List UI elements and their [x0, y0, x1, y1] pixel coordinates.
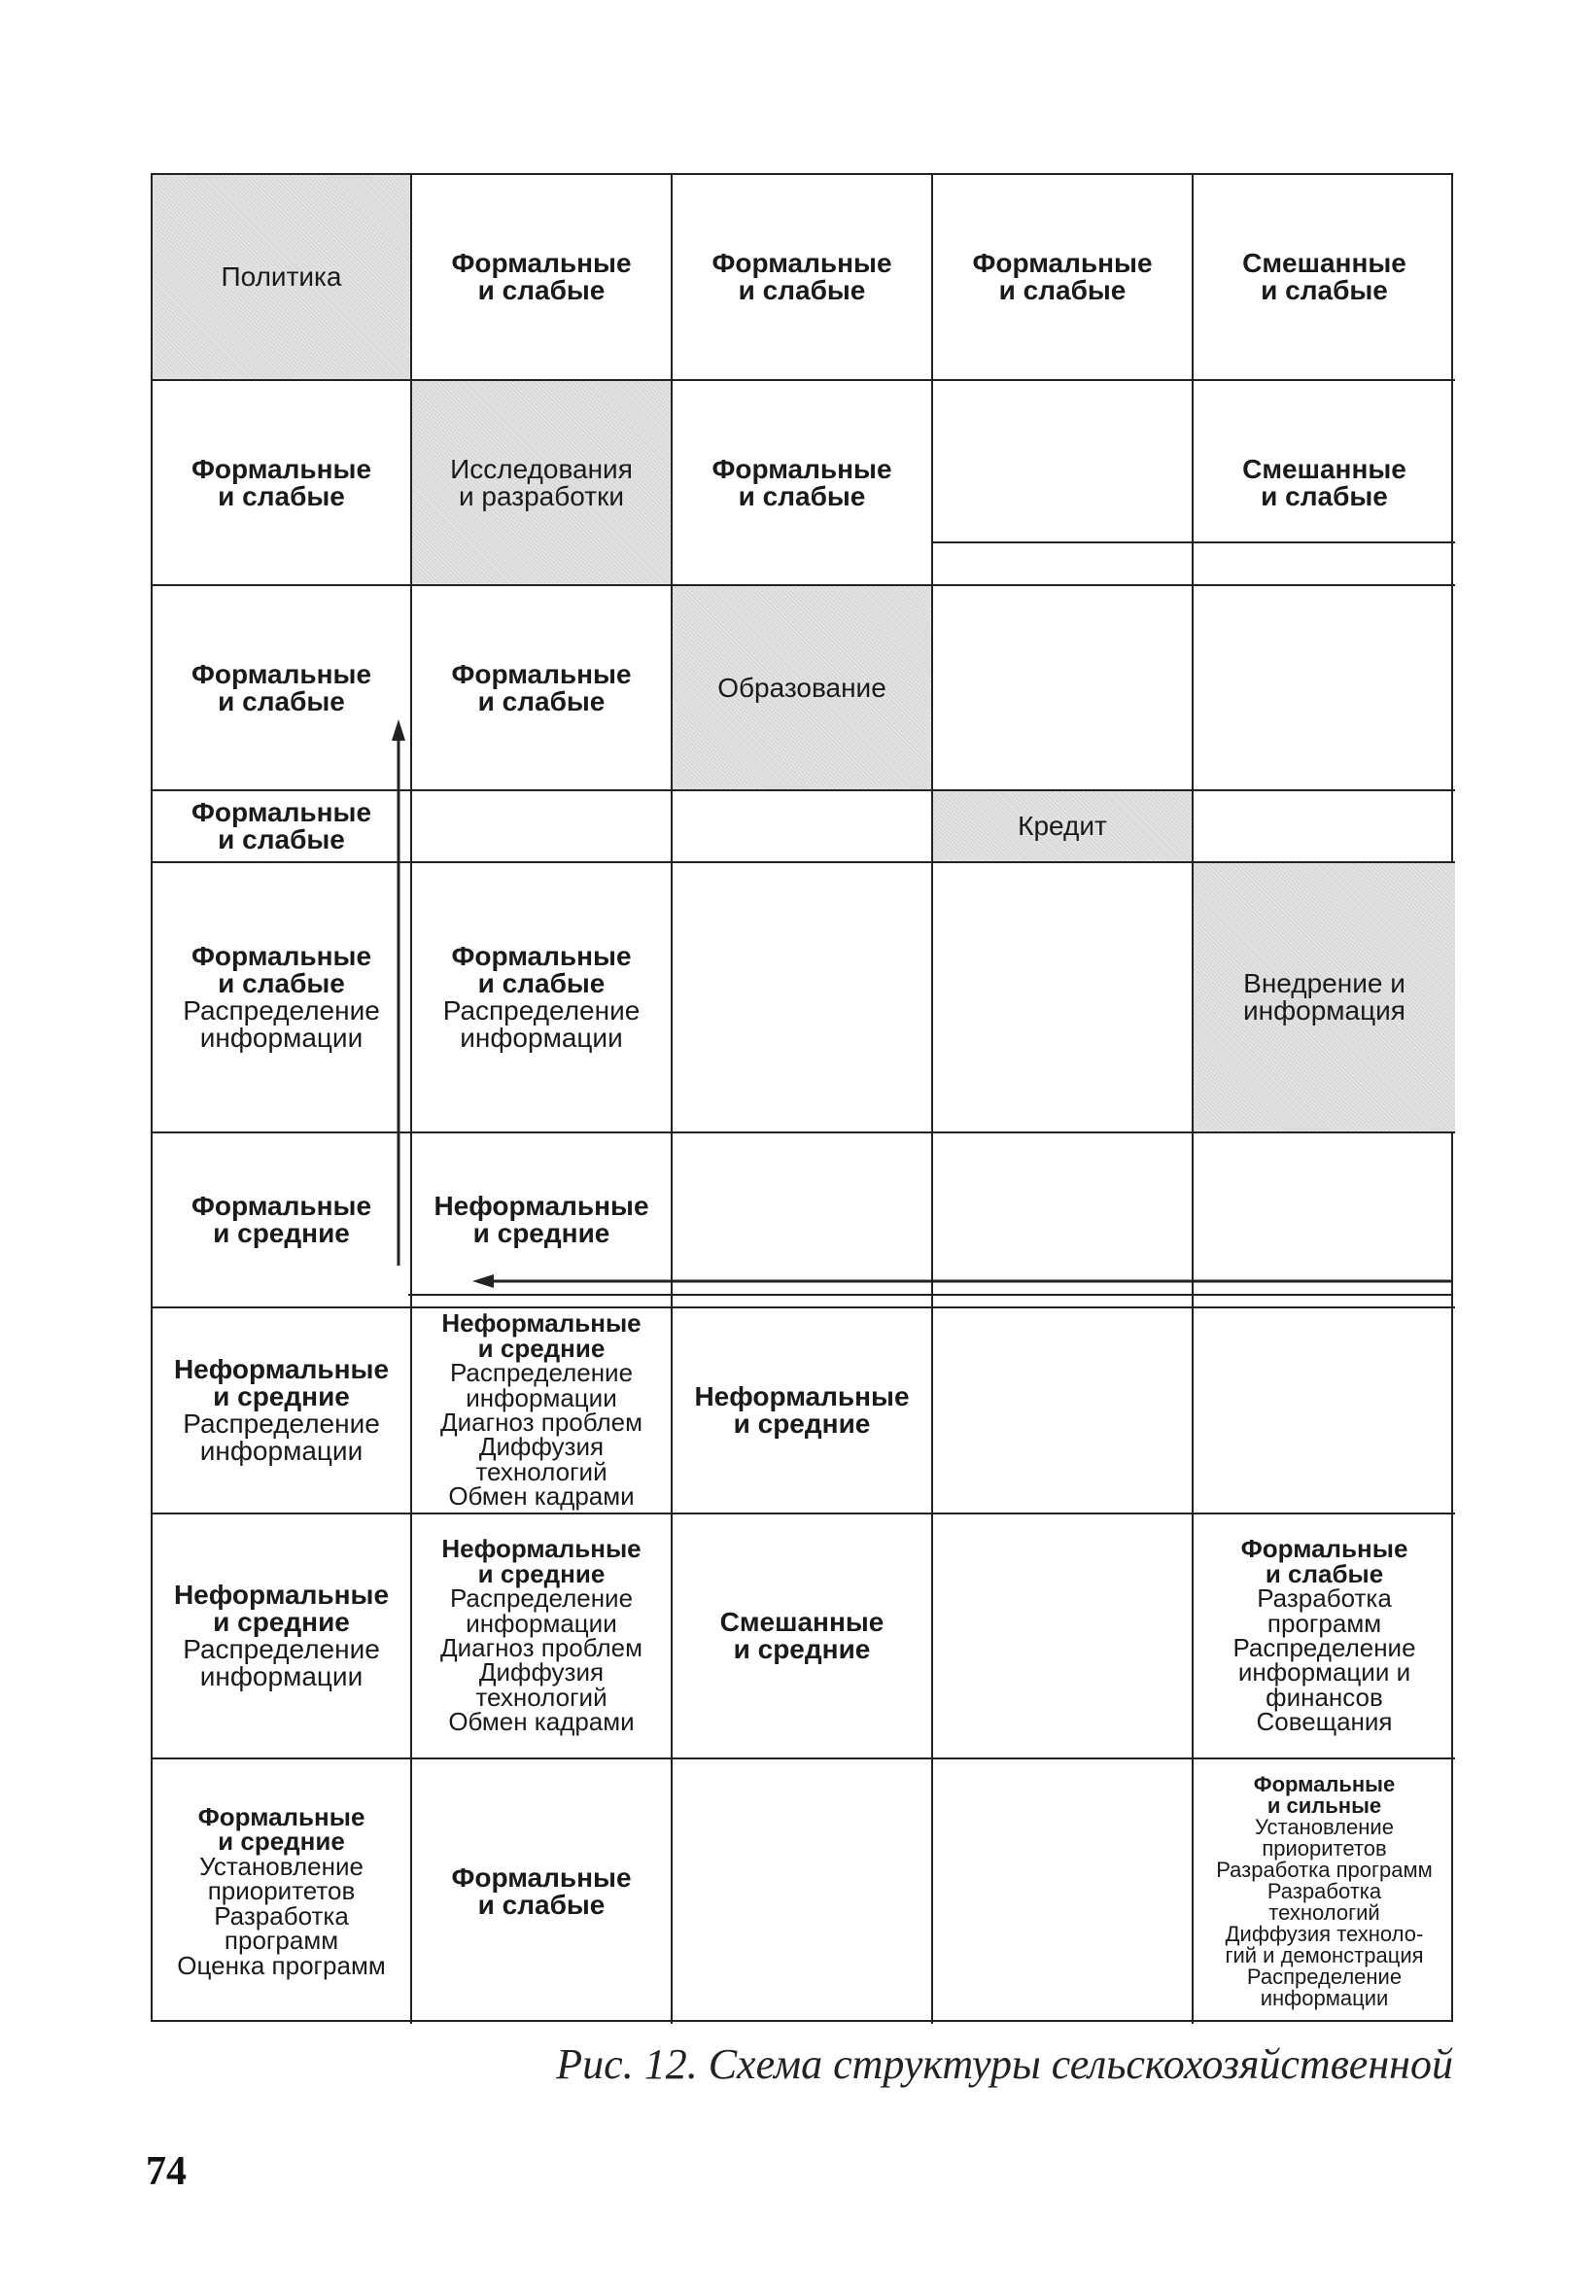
matrix-cell-r5-c3 [673, 863, 933, 1133]
cell-text-line: Формальные [451, 248, 632, 278]
cell-text-line: технологий [475, 1456, 607, 1486]
cell-text-line: Формальные [191, 1191, 372, 1221]
cell-text-line: Диагноз проблем [440, 1408, 642, 1437]
cell-text-line: и средние [733, 1634, 871, 1664]
cell-text-line: Разработка [214, 1900, 349, 1931]
cell-text-line: и средние [472, 1218, 610, 1248]
matrix-cell-r7-c1 [153, 1308, 412, 1514]
matrix-cell-r8-c5 [1194, 1514, 1455, 1759]
matrix-cell-r1-c2 [412, 175, 673, 381]
cell-text-line: Распределение [442, 995, 641, 1026]
cell-text-line: Формальные [451, 1862, 632, 1893]
cell-text-line: информации [466, 1608, 617, 1638]
matrix-cell-r2-c4 [933, 381, 1194, 586]
cell-text-line: и слабые [1265, 1558, 1384, 1588]
cell-text-line: программ [224, 1926, 339, 1956]
cell-text-line: информации [199, 1661, 364, 1691]
matrix-cell-r6-c5 [1194, 1133, 1455, 1308]
cell-text-line: Формальные [972, 248, 1153, 278]
cell-text-line: Разработка [1257, 1583, 1392, 1614]
cell-text-line: и слабые [218, 824, 345, 854]
cell-text-line: Установление [199, 1851, 364, 1881]
matrix-cell-r1-c3 [673, 175, 933, 381]
matrix-cell-r6-c2 [412, 1133, 673, 1308]
cell-text-line: Оценка программ [177, 1950, 386, 1980]
cell-text-line: Неформальные [173, 1580, 390, 1610]
matrix-cell-r2-c2 [412, 381, 673, 586]
cell-text-line: Формальные [451, 658, 632, 689]
matrix-cell-r6-c3 [673, 1133, 933, 1308]
cell-text-line: и слабые [998, 275, 1127, 305]
matrix-cell-r5-c4 [933, 863, 1194, 1133]
matrix-cell-r8-c3 [673, 1514, 933, 1759]
cell-text-line: и слабые [218, 685, 345, 716]
cell-text-line: Диффузия [478, 1657, 605, 1687]
cell-text-line: и слабые [477, 968, 606, 998]
page-number: 74 [146, 2149, 187, 2194]
cell-text-line: и средние [213, 1218, 350, 1248]
matrix-cell-r1-c4 [933, 175, 1194, 381]
cell-text-line: информация [1243, 995, 1405, 1026]
matrix-table [151, 173, 1453, 2022]
cell-text-line: Распределение [183, 1409, 380, 1439]
cell-text-line: и разработки [459, 480, 624, 511]
cell-text-line: Диагноз проблем [440, 1633, 642, 1662]
cell-text-line: Формальные [711, 248, 892, 278]
cell-text-line: Формальные [191, 941, 372, 971]
matrix-cell-r8-c2 [412, 1514, 673, 1759]
cell-text-line: технологий [1268, 1900, 1380, 1925]
cell-text-line: Образование [717, 672, 886, 703]
cell-text-line: и слабые [477, 1890, 606, 1920]
cell-text-line: программ [1266, 1608, 1382, 1638]
matrix-cell-r3-c5 [1194, 586, 1455, 791]
cell-text-line: и слабые [477, 685, 606, 716]
matrix-cell-r7-c5 [1194, 1308, 1455, 1514]
row2-inner-rule [933, 541, 1455, 543]
matrix-cell-r3-c3 [673, 586, 933, 791]
matrix-cell-r4-c5 [1194, 791, 1455, 863]
matrix-cell-r9-c2 [412, 1759, 673, 2024]
matrix-cell-r9-c1 [153, 1759, 412, 2024]
cell-text-line: Распределение [183, 995, 380, 1026]
matrix-cell-r1-c1 [153, 175, 412, 381]
matrix-cell-r8-c1 [153, 1514, 412, 1759]
matrix-cell-r4-c4 [933, 791, 1194, 863]
matrix-cell-r3-c4 [933, 586, 1194, 791]
cell-text-line: финансов [1266, 1682, 1383, 1712]
cell-text-line: Распределение [183, 1634, 380, 1664]
cell-text-line: и средние [477, 1558, 606, 1588]
matrix-cell-r6-c4 [933, 1133, 1194, 1308]
cell-text-line: Формальные [197, 1801, 365, 1831]
cell-text-line: Обмен кадрами [448, 1707, 635, 1737]
cell-text-line: и средние [213, 1381, 350, 1411]
matrix-cell-r5-c5 [1194, 863, 1455, 1133]
matrix-cell-r7-c3 [673, 1308, 933, 1514]
cell-text-line: и средние [477, 1333, 606, 1363]
cell-text-line: и слабые [1261, 275, 1388, 305]
matrix-cell-r1-c5 [1194, 175, 1455, 381]
matrix-cell-r9-c4 [933, 1759, 1194, 2024]
cell-text-line: Неформальные [173, 1354, 390, 1384]
cell-text-line: Смешанные [719, 1607, 885, 1637]
matrix-cell-r7-c2 [412, 1308, 673, 1514]
cell-text-line: и средние [218, 1826, 345, 1857]
cell-text-line: Внедрение и [1243, 968, 1405, 998]
matrix-cell-r2-c3 [673, 381, 933, 586]
cell-text-line: приоритетов [207, 1876, 356, 1906]
matrix-cell-r7-c4 [933, 1308, 1194, 1514]
cell-text-line: и слабые [1261, 480, 1388, 511]
matrix-cell-r5-c1 [153, 863, 412, 1133]
cell-text-line: информации [199, 1436, 364, 1466]
matrix-cell-r2-c5 [1194, 381, 1455, 586]
cell-text-line: Неформальные [434, 1191, 649, 1221]
matrix-cell-r2-c1 [153, 381, 412, 586]
figure-caption: Рис. 12. Схема структуры сельскохозяйственной [556, 2040, 1453, 2088]
cell-text-line: Формальные [1253, 1772, 1396, 1796]
cell-text-line: Диффузия техноло- [1225, 1922, 1424, 1946]
cell-text-line: Разработка [1266, 1879, 1382, 1903]
cell-text-line: Разработка программ [1216, 1858, 1433, 1882]
cell-text-line: Формальные [191, 453, 372, 484]
cell-text-line: Исследования [450, 453, 633, 484]
matrix-cell-r4-c3 [673, 791, 933, 863]
cell-text-line: информации и [1237, 1657, 1411, 1687]
cell-text-line: и слабые [738, 275, 866, 305]
matrix-cell-r4-c1 [153, 791, 412, 863]
cell-text-line: и сильные [1266, 1793, 1382, 1818]
cell-text-line: Диффузия [478, 1432, 605, 1462]
cell-text-line: информации [466, 1382, 617, 1412]
cell-text-line: Формальные [451, 941, 632, 971]
cell-text-line: Кредит [1018, 811, 1107, 841]
matrix-cell-r4-c2 [412, 791, 673, 863]
cell-text-line: Политика [221, 261, 342, 292]
cell-text-line: и слабые [477, 275, 606, 305]
cell-text-line: и слабые [738, 480, 866, 511]
cell-text-line: Установление [1255, 1815, 1394, 1839]
matrix-cell-r6-c1 [153, 1133, 412, 1308]
cell-text-line: Распределение [449, 1358, 634, 1388]
cell-text-line: и средние [733, 1409, 871, 1439]
cell-text-line: приоритетов [1262, 1836, 1387, 1861]
cell-text-line: Распределение [1232, 1633, 1416, 1662]
cell-text-line: и слабые [218, 968, 345, 998]
cell-text-line: Смешанные [1242, 248, 1406, 278]
matrix-cell-r5-c2 [412, 863, 673, 1133]
matrix-cell-r3-c2 [412, 586, 673, 791]
cell-text-line: информации [460, 1023, 623, 1053]
cell-text-line: гий и демонстрация [1225, 1943, 1424, 1967]
cell-text-line: технологий [475, 1682, 607, 1712]
cell-text-line: и средние [213, 1607, 350, 1637]
cell-text-line: Неформальные [441, 1308, 642, 1339]
cell-text-line: и слабые [218, 480, 345, 511]
cell-text-line: Формальные [191, 658, 372, 689]
cell-text-line: Формальные [1240, 1534, 1408, 1564]
cell-text-line: Формальные [711, 453, 892, 484]
cell-text-line: Смешанные [1242, 453, 1406, 484]
matrix-cell-r8-c4 [933, 1514, 1194, 1759]
cell-text-line: Формальные [191, 797, 372, 827]
cell-text-line: Совещания [1256, 1707, 1393, 1737]
cell-text-line: Неформальные [441, 1534, 642, 1564]
matrix-cell-r3-c1 [153, 586, 412, 791]
cell-text-line: Неформальные [694, 1381, 910, 1411]
matrix-cell-r9-c5 [1194, 1759, 1455, 2024]
cell-text-line: Распределение [1246, 1965, 1403, 1989]
cell-text-line: Распределение [449, 1583, 634, 1614]
matrix-cell-r9-c3 [673, 1759, 933, 2024]
cell-text-line: информации [199, 1023, 364, 1053]
cell-text-line: Обмен кадрами [448, 1481, 635, 1512]
cell-text-line: информации [1260, 1986, 1389, 2010]
